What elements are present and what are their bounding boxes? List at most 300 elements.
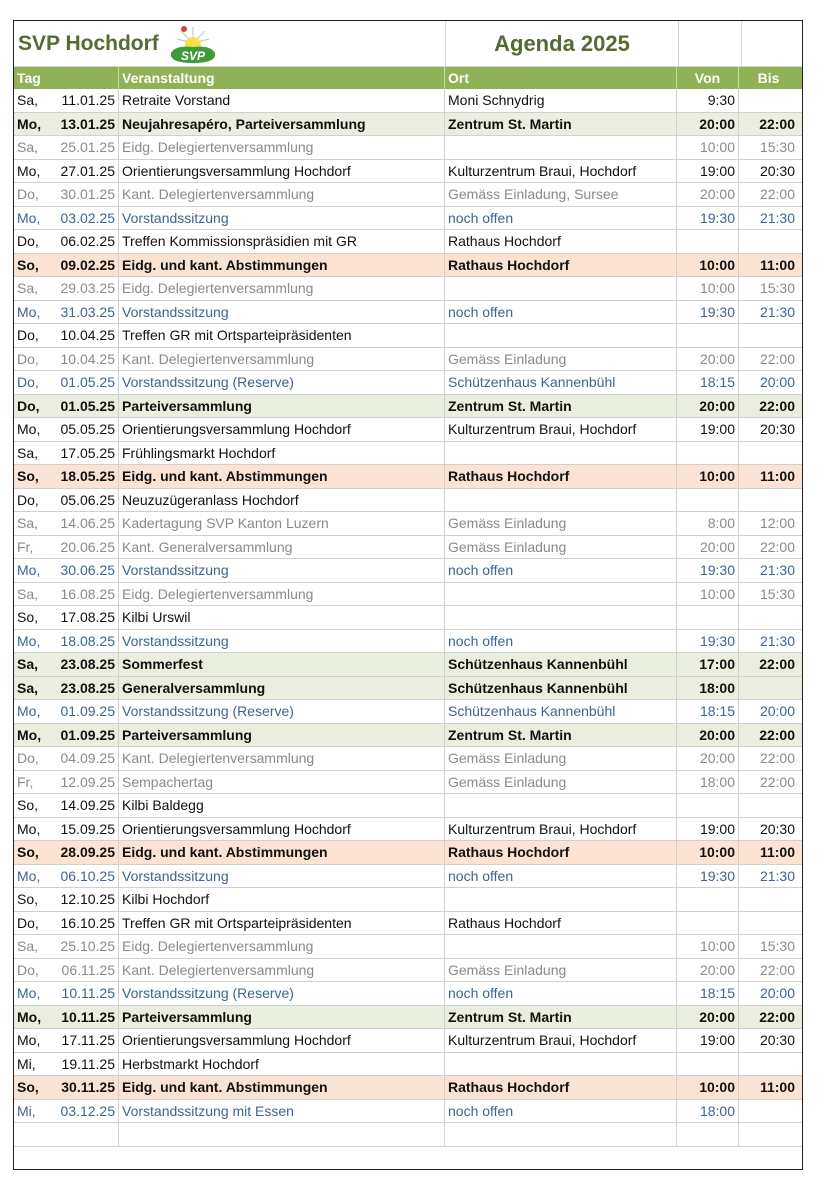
- svp-logo-icon: [167, 23, 219, 65]
- date-cell: 18.08.25: [54, 630, 119, 653]
- place-cell: Moni Schnydrig: [445, 89, 677, 112]
- event-cell: Kilbi Baldegg: [119, 794, 445, 817]
- event-cell: Parteiversammlung: [119, 395, 445, 418]
- column-header-tag: Tag: [14, 67, 119, 89]
- place-cell: Kulturzentrum Braui, Hochdorf: [445, 818, 677, 841]
- to-time-cell: 22:00: [759, 1008, 795, 1025]
- place-cell: [445, 794, 677, 817]
- from-time-cell: 19:00: [677, 818, 739, 841]
- date-cell: 28.09.25: [54, 841, 119, 864]
- from-time-cell: 19:30: [677, 630, 739, 653]
- from-time-cell: 20:00: [677, 183, 739, 206]
- agenda-sheet: [13, 20, 803, 1170]
- event-cell: Orientierungsversammlung Hochdorf: [119, 160, 445, 183]
- place-cell: Zentrum St. Martin: [445, 1006, 677, 1029]
- place-cell: Schützenhaus Kannenbühl: [445, 371, 677, 394]
- event-cell: Eidg. und kant. Abstimmungen: [119, 1076, 445, 1099]
- day-cell: Sa,: [17, 515, 39, 531]
- from-time-cell: 20:00: [677, 747, 739, 770]
- event-cell: Kadertagung SVP Kanton Luzern: [119, 512, 445, 535]
- event-cell: Eidg. und kant. Abstimmungen: [119, 465, 445, 488]
- table-row: [14, 512, 802, 536]
- to-time-cell: 22:00: [759, 656, 795, 672]
- from-time-cell: 10:00: [677, 254, 739, 277]
- day-cell: Mo,: [17, 1032, 41, 1048]
- date-cell: 09.02.25: [54, 254, 119, 277]
- table-row: [14, 113, 802, 137]
- place-cell: Zentrum St. Martin: [445, 724, 677, 747]
- table-row: [14, 371, 802, 395]
- place-cell: Kulturzentrum Braui, Hochdorf: [445, 160, 677, 183]
- event-cell: Neujahresapéro, Parteiversammlung: [119, 113, 445, 136]
- to-time-cell: 22:00: [759, 397, 795, 414]
- date-cell: 17.11.25: [54, 1029, 119, 1052]
- table-row: [14, 1029, 802, 1053]
- table-row: [14, 442, 802, 466]
- event-cell: Sempachertag: [119, 771, 445, 794]
- to-time-cell: [739, 912, 798, 935]
- table-row: [14, 794, 802, 818]
- from-time-cell: 18:00: [677, 1100, 739, 1123]
- from-time-cell: 10:00: [677, 136, 739, 159]
- date-cell: 10.04.25: [54, 348, 119, 371]
- day-cell: Do,: [17, 186, 39, 202]
- date-cell: 05.05.25: [54, 418, 119, 441]
- table-row: [14, 841, 802, 865]
- from-time-cell: 18:15: [677, 982, 739, 1005]
- table-row: [14, 1053, 802, 1077]
- column-header-ort: Ort: [445, 67, 677, 89]
- event-cell: Parteiversammlung: [119, 724, 445, 747]
- date-cell: 20.06.25: [54, 536, 119, 559]
- table-row: [14, 700, 802, 724]
- day-cell: Sa,: [17, 656, 39, 672]
- table-row: [14, 489, 802, 513]
- day-cell: Do,: [17, 374, 39, 390]
- place-cell: Rathaus Hochdorf: [445, 841, 677, 864]
- place-cell: [445, 888, 677, 911]
- event-cell: Neuzuzügeranlass Hochdorf: [119, 489, 445, 512]
- to-time-cell: [739, 1053, 798, 1076]
- to-time-cell: 20:30: [759, 1032, 795, 1048]
- event-cell: Sommerfest: [119, 653, 445, 676]
- event-cell: Orientierungsversammlung Hochdorf: [119, 818, 445, 841]
- table-row: [14, 536, 802, 560]
- to-time-cell: [739, 230, 798, 253]
- from-time-cell: 19:30: [677, 207, 739, 230]
- to-time-cell: 15:30: [759, 938, 795, 954]
- day-cell: Sa,: [17, 679, 39, 696]
- date-cell: 06.10.25: [54, 865, 119, 888]
- from-time-cell: 20:00: [677, 395, 739, 418]
- day-cell: Mi,: [17, 1102, 36, 1119]
- to-time-cell: 21:30: [759, 867, 795, 884]
- date-cell: 12.09.25: [54, 771, 119, 794]
- date-cell: 03.02.25: [54, 207, 119, 230]
- day-cell: Do,: [17, 233, 39, 249]
- place-cell: Kulturzentrum Braui, Hochdorf: [445, 418, 677, 441]
- place-cell: Kulturzentrum Braui, Hochdorf: [445, 1029, 677, 1052]
- event-cell: Vorstandssitzung (Reserve): [119, 700, 445, 723]
- to-time-cell: [739, 794, 798, 817]
- event-cell: Generalversammlung: [119, 677, 445, 700]
- event-cell: Vorstandssitzung: [119, 630, 445, 653]
- event-cell: Treffen GR mit Ortsparteipräsidenten: [119, 324, 445, 347]
- from-time-cell: [677, 912, 739, 935]
- event-cell: Orientierungsversammlung Hochdorf: [119, 418, 445, 441]
- date-cell: 23.08.25: [54, 677, 119, 700]
- date-cell: 30.11.25: [54, 1076, 119, 1099]
- place-cell: Gemäss Einladung: [445, 771, 677, 794]
- place-cell: Rathaus Hochdorf: [445, 1076, 677, 1099]
- place-cell: [445, 277, 677, 300]
- event-cell: Vorstandssitzung mit Essen: [119, 1100, 445, 1123]
- table-row: [14, 301, 802, 325]
- event-cell: Kilbi Hochdorf: [119, 888, 445, 911]
- date-cell: 01.09.25: [54, 724, 119, 747]
- date-cell: 25.10.25: [54, 935, 119, 958]
- day-cell: Mo,: [17, 303, 41, 320]
- table-row: [14, 771, 802, 795]
- to-time-cell: 22:00: [759, 115, 795, 132]
- event-cell: Eidg. Delegiertenversammlung: [119, 935, 445, 958]
- from-time-cell: 19:00: [677, 1029, 739, 1052]
- event-cell: Kant. Delegiertenversammlung: [119, 183, 445, 206]
- place-cell: [445, 136, 677, 159]
- date-cell: 01.05.25: [54, 371, 119, 394]
- date-cell: 11.01.25: [54, 89, 119, 112]
- to-time-cell: 22:00: [759, 186, 795, 202]
- table-row: [14, 818, 802, 842]
- event-cell: Eidg. Delegiertenversammlung: [119, 277, 445, 300]
- day-cell: Sa,: [17, 585, 39, 602]
- to-time-cell: 21:30: [759, 209, 795, 226]
- event-cell: Eidg. Delegiertenversammlung: [119, 136, 445, 159]
- date-cell: 14.09.25: [54, 794, 119, 817]
- day-cell: Do,: [17, 327, 39, 343]
- place-cell: Gemäss Einladung: [445, 348, 677, 371]
- to-time-cell: [739, 324, 798, 347]
- date-cell: 19.11.25: [54, 1053, 119, 1076]
- from-time-cell: 10:00: [677, 583, 739, 606]
- to-time-cell: 15:30: [759, 139, 795, 155]
- event-cell: Eidg. und kant. Abstimmungen: [119, 254, 445, 277]
- to-time-cell: [739, 489, 798, 512]
- to-time-cell: 22:00: [759, 961, 795, 978]
- table-row: [14, 418, 802, 442]
- to-time-cell: 20:30: [759, 421, 795, 437]
- day-cell: Mo,: [17, 632, 41, 649]
- date-cell: 27.01.25: [54, 160, 119, 183]
- place-cell: Gemäss Einladung: [445, 959, 677, 982]
- to-time-cell: 21:30: [759, 303, 795, 320]
- table-row: [14, 724, 802, 748]
- place-cell: noch offen: [445, 559, 677, 582]
- day-cell: Mo,: [17, 820, 41, 837]
- date-cell: 10.04.25: [54, 324, 119, 347]
- place-cell: [445, 1053, 677, 1076]
- from-time-cell: 18:00: [677, 677, 739, 700]
- date-cell: 16.08.25: [54, 583, 119, 606]
- date-cell: 13.01.25: [54, 113, 119, 136]
- place-cell: [445, 935, 677, 958]
- to-time-cell: 20:00: [759, 703, 795, 719]
- day-cell: Sa,: [17, 280, 39, 296]
- date-cell: 29.03.25: [54, 277, 119, 300]
- from-time-cell: 18:15: [677, 700, 739, 723]
- from-time-cell: 19:30: [677, 559, 739, 582]
- from-time-cell: 10:00: [677, 841, 739, 864]
- place-cell: noch offen: [445, 1100, 677, 1123]
- day-cell: Do,: [17, 491, 39, 508]
- place-cell: [445, 324, 677, 347]
- day-cell: Do,: [17, 914, 39, 931]
- from-time-cell: 20:00: [677, 348, 739, 371]
- place-cell: Rathaus Hochdorf: [445, 912, 677, 935]
- to-time-cell: [739, 888, 798, 911]
- event-cell: Treffen Kommissionspräsidien mit GR: [119, 230, 445, 253]
- table-row: [14, 559, 802, 583]
- day-cell: Mo,: [17, 985, 41, 1001]
- table-row: [14, 324, 802, 348]
- to-time-cell: 11:00: [759, 468, 795, 484]
- day-cell: Mo,: [17, 703, 41, 719]
- from-time-cell: [677, 606, 739, 629]
- brand-title: SVP Hochdorf: [18, 31, 159, 55]
- footer-row: [14, 1147, 802, 1170]
- date-cell: 17.08.25: [54, 606, 119, 629]
- day-cell: So,: [17, 256, 39, 273]
- day-cell: So,: [17, 844, 39, 860]
- to-time-cell: [739, 442, 798, 465]
- to-time-cell: 22:00: [759, 773, 795, 790]
- event-cell: Eidg. Delegiertenversammlung: [119, 583, 445, 606]
- to-time-cell: 21:30: [759, 562, 795, 578]
- event-cell: Vorstandssitzung (Reserve): [119, 371, 445, 394]
- day-cell: Sa,: [17, 139, 39, 155]
- title-row: [14, 21, 802, 67]
- table-row: [14, 160, 802, 184]
- to-time-cell: 22:00: [759, 726, 795, 743]
- from-time-cell: 8:00: [677, 512, 739, 535]
- table-row: [14, 677, 802, 701]
- table-row: [14, 865, 802, 889]
- from-time-cell: 10:00: [677, 465, 739, 488]
- date-cell: 30.06.25: [54, 559, 119, 582]
- date-cell: 01.05.25: [54, 395, 119, 418]
- from-time-cell: [677, 230, 739, 253]
- to-time-cell: [739, 606, 798, 629]
- day-cell: Do,: [17, 750, 39, 766]
- day-cell: Fr,: [17, 538, 34, 555]
- day-cell: Do,: [17, 397, 40, 414]
- from-time-cell: 10:00: [677, 277, 739, 300]
- from-time-cell: 9:30: [677, 89, 739, 112]
- from-time-cell: [677, 1053, 739, 1076]
- place-cell: Rathaus Hochdorf: [445, 254, 677, 277]
- event-cell: Kant. Generalversammlung: [119, 536, 445, 559]
- date-cell: 30.01.25: [54, 183, 119, 206]
- to-time-cell: 11:00: [759, 256, 795, 273]
- day-cell: Mo,: [17, 115, 42, 132]
- from-time-cell: 20:00: [677, 959, 739, 982]
- date-cell: 10.11.25: [54, 1006, 119, 1029]
- day-cell: So,: [17, 797, 39, 813]
- event-cell: Retraite Vorstand: [119, 89, 445, 112]
- table-row: [14, 277, 802, 301]
- day-cell: Sa,: [17, 938, 39, 954]
- place-cell: Gemäss Einladung: [445, 536, 677, 559]
- event-cell: Kilbi Urswil: [119, 606, 445, 629]
- from-time-cell: 20:00: [677, 724, 739, 747]
- to-time-cell: 12:00: [759, 515, 795, 531]
- place-cell: Rathaus Hochdorf: [445, 465, 677, 488]
- table-row: [14, 348, 802, 372]
- from-time-cell: 17:00: [677, 653, 739, 676]
- table-row: [14, 136, 802, 160]
- date-cell: 05.06.25: [54, 489, 119, 512]
- place-cell: Gemäss Einladung, Sursee: [445, 183, 677, 206]
- from-time-cell: 10:00: [677, 935, 739, 958]
- from-time-cell: 19:30: [677, 301, 739, 324]
- place-cell: Rathaus Hochdorf: [445, 230, 677, 253]
- table-row: [14, 89, 802, 113]
- day-cell: Mo,: [17, 162, 41, 179]
- date-cell: 10.11.25: [54, 982, 119, 1005]
- day-cell: So,: [17, 468, 39, 484]
- place-cell: noch offen: [445, 207, 677, 230]
- table-row: [14, 606, 802, 630]
- column-header-row: [14, 67, 802, 89]
- place-cell: [445, 606, 677, 629]
- table-row: [14, 982, 802, 1006]
- from-time-cell: 20:00: [677, 536, 739, 559]
- date-cell: 06.11.25: [54, 959, 119, 982]
- table-row: [14, 912, 802, 936]
- event-cell: Vorstandssitzung (Reserve): [119, 982, 445, 1005]
- brand-cell: [14, 21, 446, 66]
- place-cell: [445, 583, 677, 606]
- from-time-cell: [677, 442, 739, 465]
- table-row: [14, 254, 802, 278]
- place-cell: Schützenhaus Kannenbühl: [445, 653, 677, 676]
- table-row: [14, 747, 802, 771]
- event-cell: Parteiversammlung: [119, 1006, 445, 1029]
- from-time-cell: [677, 324, 739, 347]
- place-cell: [445, 442, 677, 465]
- day-cell: Mo,: [17, 562, 41, 578]
- to-time-cell: 20:30: [759, 820, 795, 837]
- from-time-cell: 10:00: [677, 1076, 739, 1099]
- date-cell: 15.09.25: [54, 818, 119, 841]
- from-time-cell: [677, 794, 739, 817]
- to-time-cell: [739, 89, 798, 112]
- column-header-bis: Bis: [757, 70, 780, 86]
- day-cell: So,: [17, 1079, 39, 1095]
- table-row: [14, 1006, 802, 1030]
- table-row: [14, 230, 802, 254]
- from-time-cell: [677, 489, 739, 512]
- date-cell: 31.03.25: [54, 301, 119, 324]
- event-cell: Kant. Delegiertenversammlung: [119, 747, 445, 770]
- place-cell: noch offen: [445, 301, 677, 324]
- day-cell: Mo,: [17, 1008, 42, 1025]
- day-cell: Mo,: [17, 726, 42, 743]
- from-time-cell: 20:00: [677, 1006, 739, 1029]
- event-cell: Herbstmarkt Hochdorf: [119, 1053, 445, 1076]
- day-cell: Mo,: [17, 421, 41, 437]
- day-cell: Fr,: [17, 773, 34, 790]
- from-time-cell: 20:00: [677, 113, 739, 136]
- date-cell: 18.05.25: [54, 465, 119, 488]
- date-cell: 12.10.25: [54, 888, 119, 911]
- day-cell: Sa,: [17, 92, 39, 108]
- table-row: [14, 653, 802, 677]
- day-cell: Do,: [17, 961, 39, 978]
- day-cell: Mi,: [17, 1055, 36, 1072]
- to-time-cell: 21:30: [759, 632, 795, 649]
- to-time-cell: 11:00: [759, 1079, 795, 1095]
- event-cell: Frühlingsmarkt Hochdorf: [119, 442, 445, 465]
- event-cell: Treffen GR mit Ortsparteipräsidenten: [119, 912, 445, 935]
- place-cell: Schützenhaus Kannenbühl: [445, 700, 677, 723]
- to-time-cell: 20:00: [759, 985, 795, 1001]
- table-row: [14, 959, 802, 983]
- to-time-cell: 20:00: [759, 374, 795, 390]
- from-time-cell: [677, 888, 739, 911]
- date-cell: 25.01.25: [54, 136, 119, 159]
- to-time-cell: 22:00: [759, 538, 795, 555]
- event-cell: Vorstandssitzung: [119, 865, 445, 888]
- to-time-cell: [739, 677, 798, 700]
- date-cell: 01.09.25: [54, 700, 119, 723]
- day-cell: Mo,: [17, 867, 41, 884]
- place-cell: Zentrum St. Martin: [445, 113, 677, 136]
- from-time-cell: 18:15: [677, 371, 739, 394]
- column-header-von: Von: [677, 67, 739, 89]
- to-time-cell: 15:30: [759, 280, 795, 296]
- empty-row: [14, 1123, 802, 1147]
- from-time-cell: 19:30: [677, 865, 739, 888]
- table-row: [14, 183, 802, 207]
- date-cell: 04.09.25: [54, 747, 119, 770]
- to-time-cell: 22:00: [759, 350, 795, 367]
- place-cell: Gemäss Einladung: [445, 747, 677, 770]
- svg-text:SVP: SVP: [180, 48, 205, 63]
- table-row: [14, 1076, 802, 1100]
- table-row: [14, 630, 802, 654]
- place-cell: Gemäss Einladung: [445, 512, 677, 535]
- date-cell: 16.10.25: [54, 912, 119, 935]
- table-row: [14, 395, 802, 419]
- table-row: [14, 888, 802, 912]
- table-row: [14, 465, 802, 489]
- place-cell: Zentrum St. Martin: [445, 395, 677, 418]
- to-time-cell: 15:30: [759, 585, 795, 602]
- from-time-cell: 19:00: [677, 160, 739, 183]
- table-row: [14, 207, 802, 231]
- date-cell: 06.02.25: [54, 230, 119, 253]
- day-cell: Do,: [17, 350, 39, 367]
- from-time-cell: 18:00: [677, 771, 739, 794]
- place-cell: [445, 489, 677, 512]
- event-cell: Vorstandssitzung: [119, 559, 445, 582]
- place-cell: noch offen: [445, 982, 677, 1005]
- event-cell: Orientierungsversammlung Hochdorf: [119, 1029, 445, 1052]
- table-row: [14, 1100, 802, 1124]
- event-cell: Kant. Delegiertenversammlung: [119, 348, 445, 371]
- place-cell: Schützenhaus Kannenbühl: [445, 677, 677, 700]
